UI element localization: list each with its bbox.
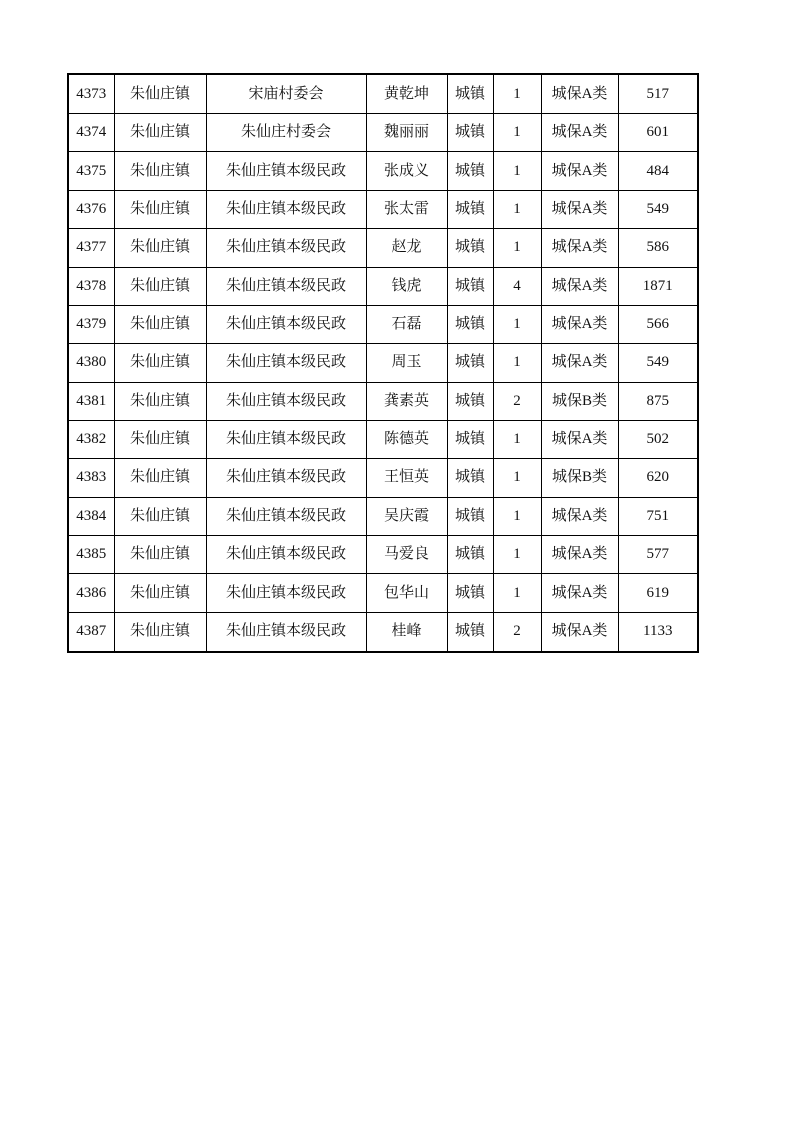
cell-amount: 601 <box>618 114 698 152</box>
cell-id: 4383 <box>68 459 114 497</box>
cell-count: 1 <box>493 74 541 114</box>
cell-unit: 朱仙庄镇本级民政 <box>206 574 366 612</box>
cell-town: 朱仙庄镇 <box>114 114 206 152</box>
cell-town: 朱仙庄镇 <box>114 152 206 190</box>
cell-name: 魏丽丽 <box>366 114 447 152</box>
cell-town: 朱仙庄镇 <box>114 267 206 305</box>
table-row <box>68 612 698 652</box>
cell-name: 周玉 <box>366 344 447 382</box>
table-row <box>68 267 698 305</box>
cell-name: 马爱良 <box>366 536 447 574</box>
cell-id: 4374 <box>68 114 114 152</box>
cell-id: 4380 <box>68 344 114 382</box>
cell-unit: 朱仙庄镇本级民政 <box>206 420 366 458</box>
cell-count: 1 <box>493 229 541 267</box>
cell-id: 4387 <box>68 612 114 652</box>
cell-unit: 宋庙村委会 <box>206 74 366 114</box>
cell-type: 城镇 <box>447 536 493 574</box>
cell-category: 城保A类 <box>541 420 618 458</box>
cell-count: 4 <box>493 267 541 305</box>
cell-unit: 朱仙庄镇本级民政 <box>206 267 366 305</box>
cell-category: 城保A类 <box>541 612 618 652</box>
table-row <box>68 152 698 190</box>
cell-count: 1 <box>493 305 541 343</box>
cell-amount: 751 <box>618 497 698 535</box>
cell-amount: 875 <box>618 382 698 420</box>
cell-id: 4386 <box>68 574 114 612</box>
cell-id: 4384 <box>68 497 114 535</box>
cell-amount: 517 <box>618 74 698 114</box>
cell-unit: 朱仙庄镇本级民政 <box>206 382 366 420</box>
cell-count: 1 <box>493 152 541 190</box>
cell-name: 包华山 <box>366 574 447 612</box>
cell-category: 城保A类 <box>541 497 618 535</box>
cell-count: 1 <box>493 574 541 612</box>
cell-amount: 1133 <box>618 612 698 652</box>
cell-category: 城保A类 <box>541 114 618 152</box>
cell-town: 朱仙庄镇 <box>114 574 206 612</box>
cell-amount: 586 <box>618 229 698 267</box>
cell-count: 1 <box>493 497 541 535</box>
cell-type: 城镇 <box>447 344 493 382</box>
cell-name: 王恒英 <box>366 459 447 497</box>
cell-id: 4382 <box>68 420 114 458</box>
cell-id: 4385 <box>68 536 114 574</box>
cell-name: 龚素英 <box>366 382 447 420</box>
table-row <box>68 305 698 343</box>
cell-amount: 549 <box>618 190 698 228</box>
cell-category: 城保B类 <box>541 459 618 497</box>
cell-id: 4378 <box>68 267 114 305</box>
cell-name: 陈德英 <box>366 420 447 458</box>
cell-unit: 朱仙庄村委会 <box>206 114 366 152</box>
cell-category: 城保A类 <box>541 344 618 382</box>
table-row <box>68 574 698 612</box>
cell-id: 4375 <box>68 152 114 190</box>
cell-type: 城镇 <box>447 74 493 114</box>
cell-category: 城保B类 <box>541 382 618 420</box>
cell-category: 城保A类 <box>541 267 618 305</box>
cell-count: 2 <box>493 382 541 420</box>
cell-town: 朱仙庄镇 <box>114 459 206 497</box>
cell-town: 朱仙庄镇 <box>114 344 206 382</box>
cell-name: 黄乾坤 <box>366 74 447 114</box>
cell-unit: 朱仙庄镇本级民政 <box>206 305 366 343</box>
cell-town: 朱仙庄镇 <box>114 536 206 574</box>
cell-type: 城镇 <box>447 305 493 343</box>
table-row <box>68 190 698 228</box>
cell-town: 朱仙庄镇 <box>114 190 206 228</box>
cell-category: 城保A类 <box>541 305 618 343</box>
cell-name: 吴庆霞 <box>366 497 447 535</box>
cell-type: 城镇 <box>447 152 493 190</box>
cell-category: 城保A类 <box>541 152 618 190</box>
cell-count: 1 <box>493 344 541 382</box>
cell-town: 朱仙庄镇 <box>114 612 206 652</box>
table-row <box>68 536 698 574</box>
cell-count: 1 <box>493 190 541 228</box>
cell-type: 城镇 <box>447 190 493 228</box>
cell-type: 城镇 <box>447 612 493 652</box>
table-row <box>68 229 698 267</box>
cell-type: 城镇 <box>447 459 493 497</box>
cell-category: 城保A类 <box>541 74 618 114</box>
cell-unit: 朱仙庄镇本级民政 <box>206 344 366 382</box>
cell-category: 城保A类 <box>541 574 618 612</box>
table-row <box>68 74 698 114</box>
cell-name: 石磊 <box>366 305 447 343</box>
cell-unit: 朱仙庄镇本级民政 <box>206 152 366 190</box>
cell-type: 城镇 <box>447 114 493 152</box>
cell-id: 4381 <box>68 382 114 420</box>
cell-id: 4377 <box>68 229 114 267</box>
cell-category: 城保A类 <box>541 536 618 574</box>
cell-type: 城镇 <box>447 420 493 458</box>
cell-name: 桂峰 <box>366 612 447 652</box>
cell-id: 4379 <box>68 305 114 343</box>
cell-type: 城镇 <box>447 497 493 535</box>
cell-count: 2 <box>493 612 541 652</box>
cell-amount: 619 <box>618 574 698 612</box>
cell-amount: 549 <box>618 344 698 382</box>
cell-town: 朱仙庄镇 <box>114 74 206 114</box>
cell-town: 朱仙庄镇 <box>114 305 206 343</box>
cell-unit: 朱仙庄镇本级民政 <box>206 459 366 497</box>
cell-name: 赵龙 <box>366 229 447 267</box>
table-row <box>68 497 698 535</box>
cell-amount: 620 <box>618 459 698 497</box>
table-row <box>68 459 698 497</box>
cell-unit: 朱仙庄镇本级民政 <box>206 497 366 535</box>
cell-amount: 577 <box>618 536 698 574</box>
cell-count: 1 <box>493 420 541 458</box>
table-body <box>68 74 698 652</box>
cell-unit: 朱仙庄镇本级民政 <box>206 536 366 574</box>
cell-town: 朱仙庄镇 <box>114 382 206 420</box>
cell-unit: 朱仙庄镇本级民政 <box>206 190 366 228</box>
cell-unit: 朱仙庄镇本级民政 <box>206 612 366 652</box>
table-row <box>68 420 698 458</box>
cell-type: 城镇 <box>447 229 493 267</box>
cell-count: 1 <box>493 114 541 152</box>
cell-type: 城镇 <box>447 267 493 305</box>
cell-amount: 1871 <box>618 267 698 305</box>
cell-unit: 朱仙庄镇本级民政 <box>206 229 366 267</box>
cell-name: 张太雷 <box>366 190 447 228</box>
cell-count: 1 <box>493 459 541 497</box>
cell-category: 城保A类 <box>541 229 618 267</box>
cell-town: 朱仙庄镇 <box>114 229 206 267</box>
cell-id: 4376 <box>68 190 114 228</box>
cell-type: 城镇 <box>447 574 493 612</box>
cell-id: 4373 <box>68 74 114 114</box>
table-row <box>68 114 698 152</box>
benefits-table <box>67 73 699 653</box>
cell-amount: 502 <box>618 420 698 458</box>
cell-town: 朱仙庄镇 <box>114 420 206 458</box>
table-row <box>68 344 698 382</box>
cell-type: 城镇 <box>447 382 493 420</box>
cell-category: 城保A类 <box>541 190 618 228</box>
cell-count: 1 <box>493 536 541 574</box>
table-row <box>68 382 698 420</box>
cell-name: 钱虎 <box>366 267 447 305</box>
cell-amount: 484 <box>618 152 698 190</box>
cell-amount: 566 <box>618 305 698 343</box>
cell-town: 朱仙庄镇 <box>114 497 206 535</box>
cell-name: 张成义 <box>366 152 447 190</box>
